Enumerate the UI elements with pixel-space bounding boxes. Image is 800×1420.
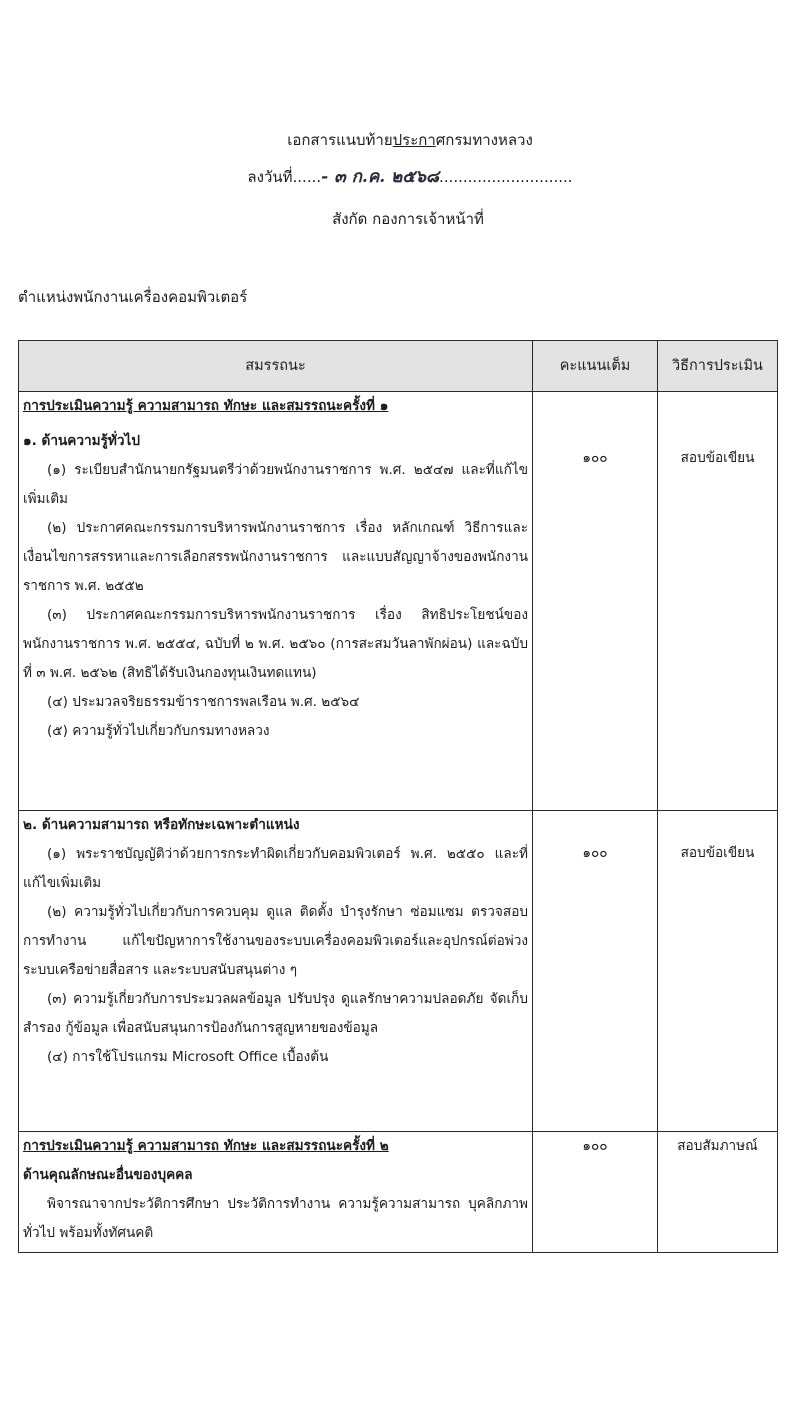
- section1-item-4: (๔) ประมวลจริยธรรมข้าราชการพลเรือน พ.ศ. ๒๕๖๔: [47, 694, 360, 710]
- table-header-row: [19, 341, 778, 392]
- competency-table: [18, 340, 778, 1253]
- round1-title: การประเมินความรู้ ความสามารถ ทักษะ และสมรรถนะครั้งที่ ๑: [23, 398, 389, 414]
- header-full-score: คะแนนเต็ม: [533, 341, 658, 392]
- date-dots: ......: [292, 168, 322, 186]
- round2-title: การประเมินความรู้ ความสามารถ ทักษะ และสมรรถนะครั้งที่ ๒: [23, 1138, 389, 1154]
- section1-method: สอบข้อเขียน: [658, 392, 778, 811]
- date-dots-after: ............................: [439, 168, 573, 186]
- position-title: ตำแหน่งพนักงานเครื่องคอมพิวเตอร์: [18, 288, 248, 306]
- section2-title: ๒. ด้านความสามารถ หรือทักษะเฉพาะตำแหน่ง: [23, 817, 300, 833]
- header-text: เอกสารแนบท้าย: [287, 131, 393, 149]
- header-method: วิธีการประเมิน: [658, 341, 778, 392]
- section1-cell: [19, 392, 533, 811]
- section2-item-2: (๒) ความรู้ทั่วไปเกี่ยวกับการควบคุม ดูแล ติดตั้ง บำรุงรักษา ซ่อมแซม ตรวจสอบการทำงาน แก้ไขปัญหาการใช้งานของระบบเครื่องคอมพิวเตอร์และอุปกรณ์ต่อพ่วงระบบเครือข่ายสื่อสาร และระบบสนับสนุนต่าง ๆ: [23, 904, 528, 978]
- section1-item-5: (๕) ความรู้ทั่วไปเกี่ยวกับกรมทางหลวง: [47, 723, 270, 739]
- section1-item-3: (๓) ประกาศคณะกรรมการบริหารพนักงานราชการ เรื่อง สิทธิประโยชน์ของพนักงานราชการ พ.ศ. ๒๕๕๔, ฉบับที่ ๒ พ.ศ. ๒๕๖๐ (การสะสมวันลาพักผ่อน) และฉบับที่ ๓ พ.ศ. ๒๕๖๒ (สิทธิได้รับเงินกองทุนเงินทดแทน): [23, 607, 528, 681]
- round2-cell: [19, 1132, 533, 1253]
- header-text-suffix: ศกรมทางหลวง: [435, 131, 533, 149]
- doc-header-line1: [10, 128, 800, 152]
- header-competency: สมรรถนะ: [19, 341, 533, 392]
- table-row-section2: [19, 811, 778, 1132]
- section2-item-3: (๓) ความรู้เกี่ยวกับการประมวลผลข้อมูล ปรับปรุง ดูแลรักษาความปลอดภัย จัดเก็บ สำรอง กู้ข้อมูล เพื่อสนับสนุนการป้องกันการสูญหายของข้อมูล: [23, 991, 528, 1036]
- doc-header-date: [10, 163, 800, 190]
- round2-subtitle: ด้านคุณลักษณะอื่นของบุคคล: [23, 1167, 193, 1183]
- header-underlined-text: ประกา: [392, 131, 436, 149]
- section2-cell: [19, 811, 533, 1132]
- section1-item-2: (๒) ประกาศคณะกรรมการบริหารพนักงานราชการ เรื่อง หลักเกณฑ์ วิธีการและเงื่อนไขการสรรหาและการเลือกสรรพนักงานราชการ และแบบสัญญาจ้างของพนักงานราชการ พ.ศ. ๒๕๕๒: [23, 520, 528, 594]
- date-label: ลงวันที่: [247, 168, 293, 186]
- section2-method: สอบข้อเขียน: [658, 811, 778, 1132]
- round2-method: สอบสัมภาษณ์: [658, 1132, 778, 1253]
- doc-header-department: สังกัด กองการเจ้าหน้าที่: [332, 210, 484, 228]
- section1-item-1: (๑) ระเบียบสำนักนายกรัฐมนตรีว่าด้วยพนักงานราชการ พ.ศ. ๒๕๔๗ และที่แก้ไขเพิ่มเติม: [23, 462, 528, 507]
- section2-item-4: (๔) การใช้โปรแกรม Microsoft Office เบื้องต้น: [47, 1049, 329, 1065]
- table-row-section1: [19, 392, 778, 811]
- section2-item-1: (๑) พระราชบัญญัติว่าด้วยการกระทำผิดเกี่ยวกับคอมพิวเตอร์ พ.ศ. ๒๕๕๐ และที่แก้ไขเพิ่มเติม: [23, 846, 528, 891]
- section1-score: ๑๐๐: [533, 392, 658, 811]
- table-row-round2: [19, 1132, 778, 1253]
- round2-score: ๑๐๐: [533, 1132, 658, 1253]
- section1-title: ๑. ด้านความรู้ทั่วไป: [23, 433, 140, 449]
- handwritten-date: - ๓ ก.ค. ๒๕๖๘: [321, 167, 440, 187]
- round2-text: พิจารณาจากประวัติการศึกษา ประวัติการทำงาน ความรู้ความสามารถ บุคลิกภาพทั่วไป พร้อมทั้งทัศนคติ: [23, 1196, 528, 1241]
- section2-score: ๑๐๐: [533, 811, 658, 1132]
